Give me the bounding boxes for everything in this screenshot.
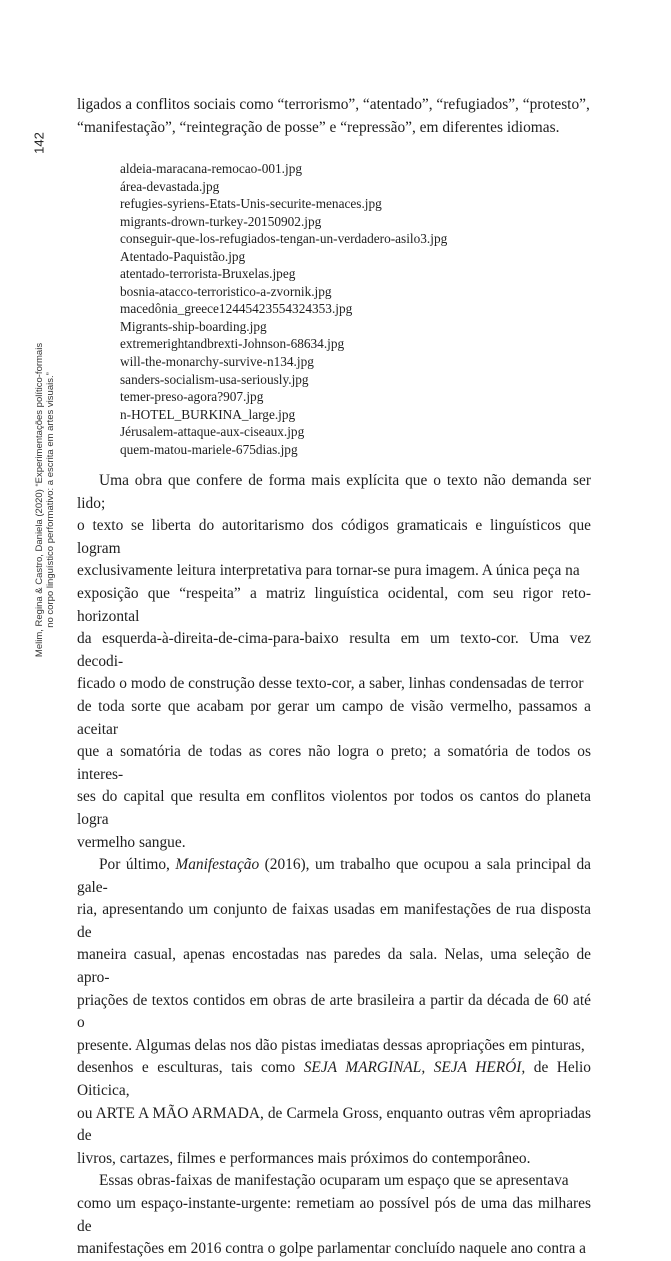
running-head-line: Melim, Regina & Castro, Daniela (2020) “Experimentações político-formais <box>34 342 45 658</box>
list-item: extremerightandbrexti-Johnson-68634.jpg <box>120 336 345 352</box>
text-line: priações de textos contidos em obras de arte brasileira a partir da década de 60 até o <box>77 991 591 1032</box>
work-title: SEJA MARGINAL, SEJA HERÓI, <box>303 1059 526 1077</box>
list-item: bosnia-atacco-terroristico-a-zvornik.jpg <box>120 283 332 299</box>
text-line: maneira casual, apenas encostadas nas paredes da sala. Nelas, uma seleção de apro- <box>77 946 591 987</box>
list-item: will-the-monarchy-survive-n134.jpg <box>120 354 314 370</box>
list-item: quem-matou-mariele-675dias.jpg <box>120 441 298 457</box>
list-item: migrants-drown-turkey-20150902.jpg <box>120 213 322 229</box>
body-text <box>77 470 591 1261</box>
intro-line: “manifestação”, “reintegração de posse” e “repressão”, em diferentes idiomas. <box>77 118 560 136</box>
list-item: macedônia_greece12445423554324353.jpg <box>120 301 353 317</box>
text-line: exposição que “respeita” a matriz linguística ocidental, com seu rigor reto-horizontal <box>77 584 591 625</box>
list-item: área-devastada.jpg <box>120 178 220 194</box>
page-number: 142 <box>31 132 47 154</box>
text-line: como um espaço-instante-urgente: remetiam ao possível pós de uma das milhares de <box>77 1195 591 1235</box>
text-line: Uma obra que confere de forma mais explícita que o texto não demanda ser lido; <box>77 472 591 512</box>
text-line: ficado o modo de construção desse texto-cor, a saber, linhas condensadas de terror <box>77 675 584 693</box>
paragraph-1 <box>77 470 591 854</box>
text-line: Essas obras-faixas de manifestação ocuparam um espaço que se apresentava <box>99 1172 569 1190</box>
text-line: Por último, Manifestação (2016), um trabalho que ocupou a sala principal da gale- <box>77 856 591 896</box>
text-line: de toda sorte que acabam por gerar um campo de visão vermelho, passamos a aceitar <box>77 697 591 738</box>
text-line: vermelho sangue. <box>77 833 186 851</box>
text-line: presente. Algumas delas nos dão pistas imediatas dessas apropriações em pinturas, <box>77 1036 585 1054</box>
text-line: manifestações em 2016 contra o golpe parlamentar concluído naquele ano contra a <box>77 1240 586 1258</box>
running-head <box>30 320 60 680</box>
list-item: Jérusalem-attaque-aux-ciseaux.jpg <box>120 424 305 440</box>
text-line: livros, cartazes, filmes e performances mais próximos do contemporâneo. <box>77 1149 531 1167</box>
work-title: Manifestação <box>175 856 260 874</box>
text-line: exclusivamente leitura interpretativa para tornar-se pura imagem. A única peça na <box>77 562 580 580</box>
list-item: aldeia-maracana-remocao-001.jpg <box>120 161 302 176</box>
list-item: conseguir-que-los-refugiados-tengan-un-verdadero-asilo3.jpg <box>120 231 448 247</box>
text-line: o texto se liberta do autoritarismo dos códigos gramaticais e linguísticos que logram <box>77 517 591 557</box>
list-item: refugies-syriens-Etats-Unis-securite-menaces.jpg <box>120 196 382 212</box>
intro-line: ligados a conflitos sociais como “terrorismo”, “atentado”, “refugiados”, “protesto”, <box>77 96 590 113</box>
text-line: ses do capital que resulta em conflitos violentos por todos os cantos do planeta logra <box>77 788 591 828</box>
running-head-line: no corpo linguístico performativo: a escrita em artes visuais.” <box>45 372 56 628</box>
intro-paragraph <box>77 94 591 139</box>
list-item: n-HOTEL_BURKINA_large.jpg <box>120 406 296 422</box>
text-line: ria, apresentando um conjunto de faixas usadas em manifestações de rua disposta de <box>77 901 591 941</box>
running-head-text <box>34 320 56 680</box>
paragraph-2 <box>77 854 591 1170</box>
list-item: Atentado-Paquistão.jpg <box>120 248 246 264</box>
text-line: da esquerda-à-direita-de-cima-para-baixo resulta em um texto-cor. Uma vez decodi- <box>77 630 591 670</box>
list-item: sanders-socialism-usa-seriously.jpg <box>120 371 309 387</box>
list-item: temer-preso-agora?907.jpg <box>120 389 264 405</box>
list-item: Migrants-ship-boarding.jpg <box>120 318 267 334</box>
list-item: atentado-terrorista-Bruxelas.jpeg <box>120 266 296 282</box>
file-name-list <box>120 160 590 458</box>
text-line: desenhos e esculturas, tais como SEJA MARGINAL, SEJA HERÓI, de Helio Oiticica, <box>77 1059 591 1100</box>
text-line: que a somatória de todas as cores não logra o preto; a somatória de todos os interes- <box>77 743 591 783</box>
text-line: ou ARTE A MÃO ARMADA, de Carmela Gross, enquanto outras vêm apropriadas de <box>77 1104 591 1145</box>
paragraph-3 <box>77 1170 591 1260</box>
